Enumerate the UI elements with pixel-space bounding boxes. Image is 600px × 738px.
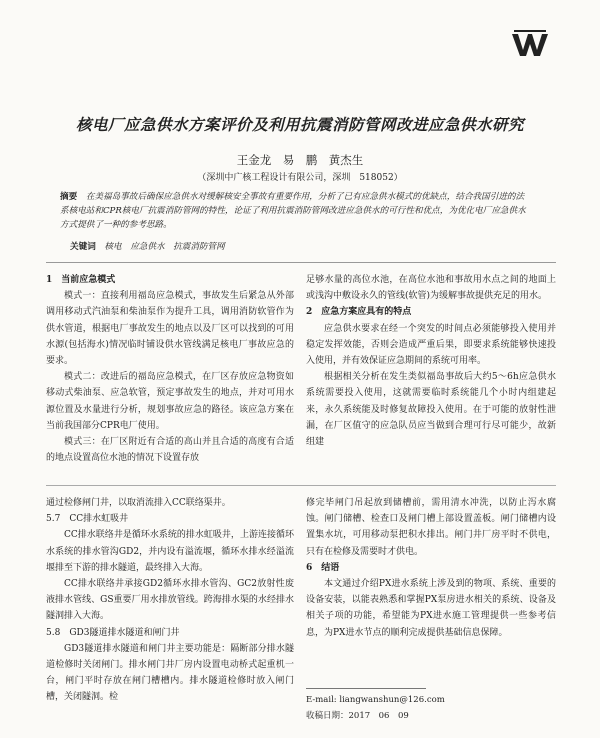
subsection-heading: 5.8 GD3隧道排水隧道和闸门井 [46,627,180,638]
subsection-heading: 5.7 CC排水虹吸井 [46,514,129,525]
keywords-label: 关键词 [70,242,96,252]
header-divider [46,262,556,263]
section-divider [46,485,556,486]
paragraph: CC排水联络井承接GD2循环水排水管沟、GC2放射性废液排水管线、GS重要厂用水排放管线。跨海排水渠的水经排水隧洞排入大海。 [46,579,294,622]
paragraph: 根据相关分析在发生类似福岛事故后大约5～6h应急供水系统需要投入使用，这就需要临时系统能几个小时内组建起来，永久系统能及时修复故障投入使用。在于可能的放射性泄漏，在厂区值守的应急队员应当做到合理可行尽可能少，故新组建 [306,372,556,448]
paragraph: 模式一：直接利用福岛应急模式，事故发生后紧急从外部调用移动式汽油泵和柴油泵作为提升工具，调用消防软管作为供水管道，根据电厂事故发生的地点以及厂区可以找到的可用水源(包括海水)情况临时铺设供水管线满足核电厂事故应急的要求。 [46,291,294,367]
footer-date: 收稿日期：2017 06 09 [306,711,409,721]
paragraph: GD3隧道排水隧道和闸门井主要功能是：隔断部分排水隧道检修时关闭闸门。排水闸门井厂房内设置电动桥式起重机一台，闸门平时存放在闸门槽槽内。排水隧道检修时放入闸门槽，关闭隧洞。检 [46,643,294,703]
abstract [60,190,530,232]
paragraph-continued: 足够水量的高位水池，在高位水池和事故用水点之间的地面上或浅沟中敷设永久的管线(软管)为缓解事故提供充足的用水。 [306,275,556,302]
authors: 王金龙 易 鹏 黄杰生 [236,153,364,167]
journal-logo-icon [510,28,550,58]
right-column-top [306,272,556,450]
footnote [306,692,445,724]
keywords [70,240,225,252]
left-column-bottom [46,495,294,706]
keywords-text: 核电 应急供水 抗震消防管网 [104,242,225,252]
paragraph: 模式二：改进后的福岛应急模式，在厂区存放应急物资如移动式柴油泵、应急软管，预定事故发生的地点，并对可用水源位置及水量进行分析，规划事故应急的路径。该应急方案在当前我国部分CPR电厂使用。 [46,372,294,431]
abstract-text: 在美福岛事故后确保应急供水对缓解核安全事故有重要作用，分析了已有应急供水模式的优缺点，结合我国引进的法系核电站和CPR核电厂抗震消防管网的特性，论证了利用抗震消防管网改进应急供水的可行性和优点，为优化电厂应急供水方式提供了一种的参考思路。 [60,192,526,230]
section-heading: 1 当前应急模式 [46,275,116,285]
right-column-bottom [306,495,556,641]
paragraph: 本文通过介绍PX进水系统上涉及到的物项、系统、重要的设备安装，以能表熟悉和掌握PX泵房进水相关的系统、设备及相关子项的功能，希望能为PX进水施工管理提供一些参考信息，为PX进水节点的顺利完成提供基础信息保障。 [306,579,556,638]
abstract-label: 摘要 [60,192,78,202]
paper-title: 核电厂应急供水方案评价及利用抗震消防管网改进应急供水研究 [75,115,524,134]
section-heading: 6 结语 [306,562,340,573]
affiliation: （深圳中广核工程设计有限公司，深圳 518052） [197,173,403,183]
section-heading: 2 应急方案应具有的特点 [306,307,412,318]
paragraph-continued: 通过检修闸门井，以取消流排入CC联络渠井。 [46,498,231,508]
paragraph: CC排水联络井是循环水系统的排水虹吸井，上游连接循环水系统的排水管沟GD2，并内设有溢流堰，循环水排水经溢流堰排至下游的排水隧道，最终排入大海。 [46,530,294,573]
paragraph: 模式三：在厂区附近有合适的高山并且合适的高度有合适的地点设置高位水池的情况下设置存放 [46,437,294,464]
footer-email: E-mail: liangwanshun@126.com [306,695,445,705]
paragraph-continued: 修完毕闸门吊起放到储槽前，需用清水冲洗，以防止泻水腐蚀。闸门储槽、检查口及闸门槽上部设置盖板。闸门储槽内设置集水坑，可用移动泵把积水排出。闸门井厂房平时不供电，只有在检修及需要时才供电。 [306,498,556,557]
footnote-divider [306,688,426,689]
left-column-top [46,272,294,466]
paragraph: 应急供水要求在经一个突发的时间点必须能够投入使用并稳定发挥效能，否则会造成严重后果，即要求系统能够快速投入使用，并有效保证应急期间的系统可用率。 [306,323,556,367]
